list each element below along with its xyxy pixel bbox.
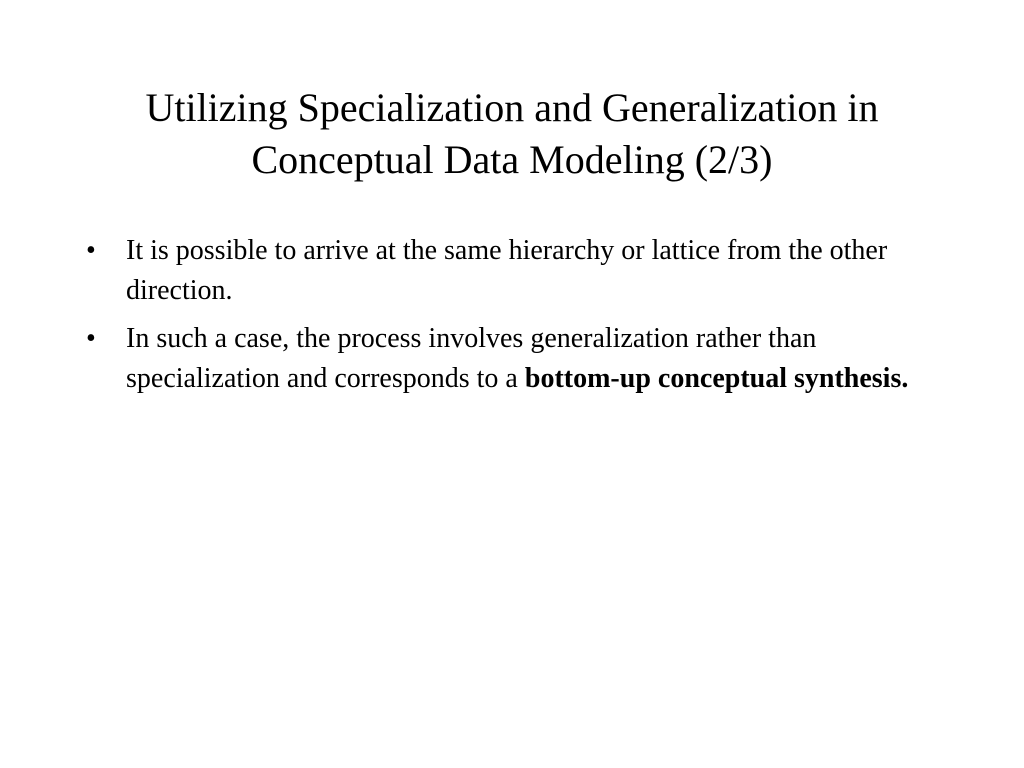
bullet-text: It is possible to arrive at the same hierarchy or lattice from the other direction. — [126, 235, 888, 306]
slide-title-line-2: Conceptual Data Modeling (2/3) — [251, 137, 773, 182]
slide-title — [60, 82, 964, 186]
bullet-text: In such a case, the process involves generalization rather than specialization and corresponds to a — [126, 323, 817, 394]
bullet-item — [86, 231, 946, 311]
bullet-bold-text: bottom-up conceptual synthesis. — [524, 363, 909, 394]
bullet-marker: • — [86, 323, 96, 354]
slide-title-line-1: Utilizing Specialization and Generalization in — [145, 85, 879, 130]
bullet-marker: • — [86, 235, 96, 266]
bullet-item — [86, 319, 946, 399]
bullet-list — [86, 231, 946, 407]
